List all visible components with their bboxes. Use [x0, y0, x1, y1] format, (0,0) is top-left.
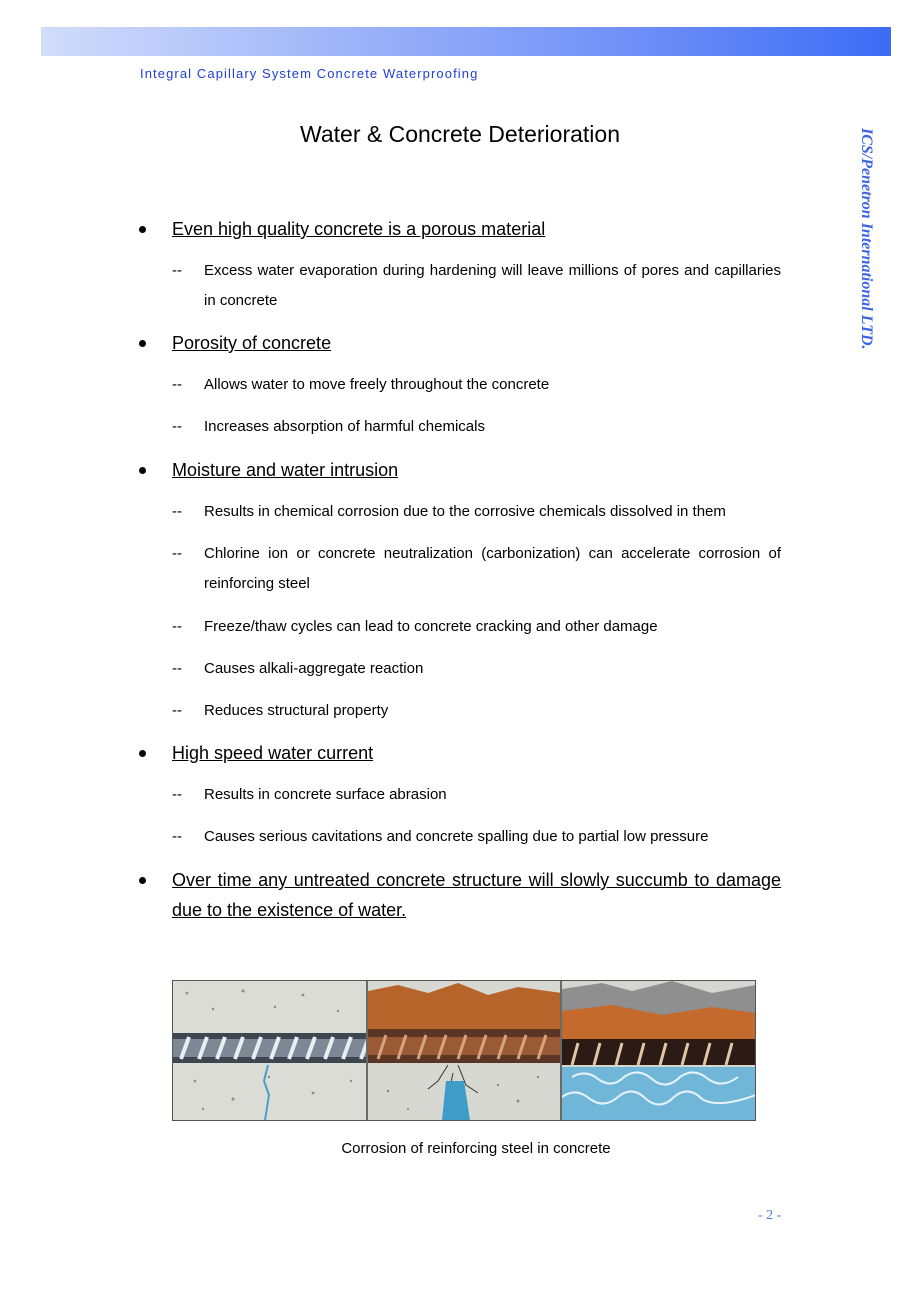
list-item: Increases absorption of harmful chemicals	[204, 418, 485, 435]
dash-marker: --	[172, 786, 182, 803]
list-item: Causes serious cavitations and concrete spalling due to partial low pressure	[204, 828, 709, 845]
list-item: Chlorine ion or concrete neutralization (carbonization) can accelerate corrosion of reinforcing steel	[204, 545, 781, 592]
dash-marker: --	[172, 660, 182, 677]
page-title: Water & Concrete Deterioration	[299, 121, 620, 147]
dash-marker: --	[172, 262, 182, 279]
list-item: Results in concrete surface abrasion	[204, 786, 447, 803]
bullet-icon	[139, 877, 146, 884]
dash-marker: --	[172, 828, 182, 845]
list-item: Reduces structural property	[204, 702, 389, 719]
panel-intact-concrete	[173, 981, 368, 1120]
corrosion-illustration	[172, 980, 756, 1121]
figure-caption: Corrosion of reinforcing steel in concrete	[341, 1140, 611, 1157]
section-heading: High speed water current	[172, 743, 374, 763]
dash-marker: --	[172, 702, 182, 719]
dash-marker: --	[172, 545, 182, 562]
bullet-icon	[139, 226, 146, 233]
bullet-icon	[139, 340, 146, 347]
list-item: Freeze/thaw cycles can lead to concrete cracking and other damage	[204, 618, 658, 635]
dash-marker: --	[172, 418, 182, 435]
list-item: Allows water to move freely throughout the concrete	[204, 376, 550, 393]
header-title: Integral Capillary System Concrete Waterproofing	[140, 66, 479, 81]
dash-marker: --	[172, 376, 182, 393]
panel-corroding-rebar	[368, 981, 563, 1120]
page-number: - 2 -	[758, 1208, 782, 1223]
list-item: Results in chemical corrosion due to the corrosive chemicals dissolved in them	[204, 503, 726, 520]
dash-marker: --	[172, 503, 182, 520]
section-heading: Porosity of concrete	[172, 333, 332, 353]
section-heading: Even high quality concrete is a porous material	[172, 219, 546, 239]
section-heading: Moisture and water intrusion	[172, 460, 399, 480]
dash-marker: --	[172, 618, 182, 635]
bullet-icon	[139, 750, 146, 757]
header-gradient-bar	[41, 27, 891, 56]
list-item: Excess water evaporation during hardening will leave millions of pores and capillaries in concrete	[204, 262, 781, 309]
panel-spalled-concrete	[562, 981, 755, 1120]
section-heading: Over time any untreated concrete structure will slowly succumb to damage due to the existence of water.	[172, 870, 781, 920]
side-company-label: ICS/Penetron International LTD.	[858, 128, 875, 350]
bullet-icon	[139, 467, 146, 474]
list-item: Causes alkali-aggregate reaction	[204, 660, 424, 677]
